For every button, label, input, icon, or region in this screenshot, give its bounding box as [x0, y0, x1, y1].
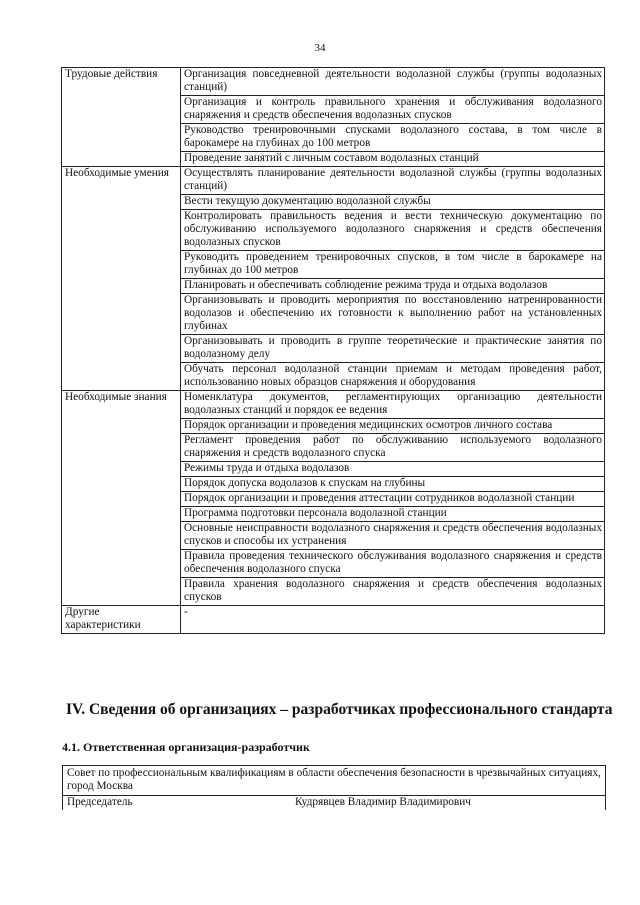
- row-item: Правила проведения технического обслуживания водолазного снаряжения и средств обеспечения водолазного спуска: [181, 550, 605, 578]
- row-item: Правила хранения водолазного снаряжения и средств обеспечения водолазных спусков: [181, 578, 605, 606]
- requirements-table: [61, 67, 605, 634]
- row-item: Организовывать и проводить мероприятия по восстановлению натренированности водолазов и обеспечению их готовности к выполнению работ на установленных глубинах: [181, 294, 605, 335]
- row-label: Другие характеристики: [62, 606, 181, 634]
- row-item: Организация и контроль правильного хранения и обслуживания водолазного снаряжения и средств обеспечения водолазных спусков: [181, 96, 605, 124]
- table-row: [62, 68, 605, 96]
- organization-name: Совет по профессиональным квалификациям в области обеспечения безопасности в чрезвычайных ситуациях, город Москва: [63, 766, 605, 796]
- table-row: [62, 167, 605, 195]
- requirements-table-body: [62, 68, 605, 634]
- row-item: Основные неисправности водолазного снаряжения и средств обеспечения водолазных спусков и способы их устранения: [181, 522, 605, 550]
- row-item: Организовывать и проводить в группе теоретические и практические занятия по водолазному делу: [181, 335, 605, 363]
- row-item: Регламент проведения работ по обслуживанию используемого водолазного снаряжения и средств водолазного спуска: [181, 434, 605, 462]
- row-item: Контролировать правильность ведения и вести техническую документацию по обслуживанию используемого водолазного снаряжения и средств обеспечения водолазных спусков: [181, 210, 605, 251]
- row-item: Порядок допуска водолазов к спускам на глубины: [181, 477, 605, 492]
- row-item: Руководство тренировочными спусками водолазного состава, в том числе в барокамере на глубинах до 100 метров: [181, 124, 605, 152]
- row-label: Трудовые действия: [62, 68, 181, 167]
- row-item: Режимы труда и отдыха водолазов: [181, 462, 605, 477]
- row-item: Руководить проведением тренировочных спусков, в том числе в барокамере на глубинах до 100 метров: [181, 251, 605, 279]
- table-row: [62, 391, 605, 419]
- row-item: Обучать персонал водолазной станции приемам и методам проведения работ, использованию новых образцов снаряжения и оборудования: [181, 363, 605, 391]
- row-item: Планировать и обеспечивать соблюдение режима труда и отдыха водолазов: [181, 279, 605, 294]
- row-label: Необходимые знания: [62, 391, 181, 606]
- row-item: Порядок организации и проведения аттестации сотрудников водолазной станции: [181, 492, 605, 507]
- chair-person: Кудрявцев Владимир Владимирович: [295, 796, 471, 808]
- section-heading: IV. Сведения об организациях – разработчиках профессионального стандарта: [66, 701, 613, 718]
- row-item: Номенклатура документов, регламентирующих организацию деятельности водолазных станций и порядок ее ведения: [181, 391, 605, 419]
- subsection-heading: 4.1. Ответственная организация-разработчик: [62, 740, 310, 754]
- chair-role: Председатель: [67, 796, 133, 808]
- row-item: Программа подготовки персонала водолазной станции: [181, 507, 605, 522]
- row-item: Осуществлять планирование деятельности водолазной службы (группы водолазных станций): [181, 167, 605, 195]
- row-item: Проведение занятий с личным составом водолазных станций: [181, 152, 605, 167]
- table-row: [62, 606, 605, 634]
- row-label: Необходимые умения: [62, 167, 181, 391]
- row-item: Вести текущую документацию водолазной службы: [181, 195, 605, 210]
- row-item: -: [181, 606, 605, 634]
- developer-organization-box: [62, 765, 606, 810]
- row-item: Порядок организации и проведения медицинских осмотров личного состава: [181, 419, 605, 434]
- row-item: Организация повседневной деятельности водолазной службы (группы водолазных станций): [181, 68, 605, 96]
- organization-chair-row: [63, 796, 605, 810]
- page-number: 34: [314, 42, 326, 54]
